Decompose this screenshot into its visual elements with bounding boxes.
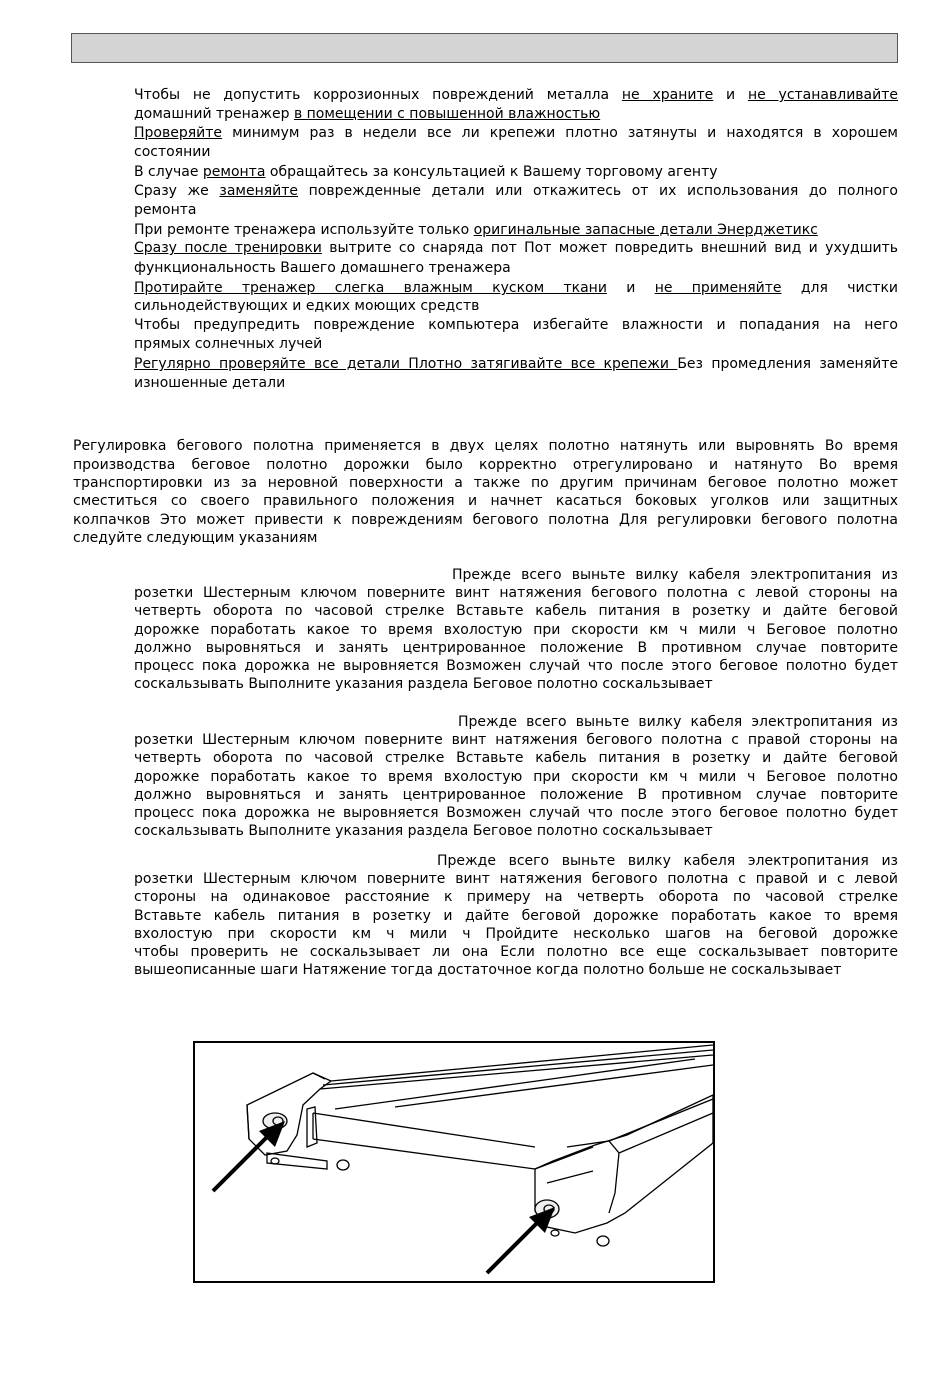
care-item-line1 <box>134 317 898 334</box>
intro-line: следуйте следующим указаниям <box>73 530 318 546</box>
step-3-line: розетки Шестерным ключом поверните винт натяжения бегового полотна с правой и с левой <box>134 871 898 887</box>
underlined-text: Проверяйте <box>134 125 223 141</box>
text-run: минимум раз в недели все ли крепежи плотно затянуты и находятся в хорошем <box>222 125 898 141</box>
step-3-line: чтобы проверить не соскальзывает ли она Если полотно все еще соскальзывает повторите <box>134 944 898 960</box>
underlined-text: Протирайте тренажер слегка влажным куском ткани <box>134 280 607 296</box>
section-header-bar <box>71 33 898 63</box>
text-run: сильнодействующих и едких моющих средств <box>134 298 480 314</box>
care-item-line2 <box>134 106 600 123</box>
right-end-cap <box>535 1095 713 1233</box>
step-2-line: четверть оборота по часовой стрелке Вставьте кабель питания в розетку и дайте беговой <box>134 750 898 766</box>
underlined-text: оригинальные запасные детали Энерджетикс <box>473 222 818 238</box>
text-run: обращайтесь за консультацией к Вашему торговому агенту <box>265 164 718 180</box>
step-2-line: Прежде всего выньте вилку кабеля электропитания из <box>458 714 898 730</box>
underlined-text: не применяйте <box>654 280 782 296</box>
step-3-line: Прежде всего выньте вилку кабеля электропитания из <box>437 853 898 869</box>
treadmill-illustration <box>193 1041 715 1283</box>
text-run: Без промедления заменяйте <box>677 356 899 372</box>
care-item-line1 <box>134 183 898 200</box>
text-run: прямых солнечных лучей <box>134 336 323 352</box>
step-1-line: розетки Шестерным ключом поверните винт натяжения бегового полотна с левой стороны на <box>134 585 898 601</box>
step-2-line: должно выровняться и занять центрированное положение В противном случае повторите <box>134 787 898 803</box>
underlined-text: не устанавливайте <box>747 87 898 103</box>
care-item-line1 <box>134 87 898 104</box>
text-run: и <box>713 87 748 103</box>
intro-line: транспортировки из за неровной поверхности а также по другим причинам беговое полотно может <box>73 475 898 491</box>
text-run: состоянии <box>134 144 211 160</box>
care-item-line2 <box>134 144 210 161</box>
underlined-text: не храните <box>621 87 714 103</box>
care-item-line1 <box>134 356 898 373</box>
care-item-line2 <box>134 375 285 392</box>
step-2-line: процесс пока дорожка не выровняется Возможен случай что после этого беговое полотно будет <box>134 805 898 821</box>
step-3-line: вхолостую при скорости км ч мили ч Пройдите несколько шагов на беговой дорожке <box>134 926 898 942</box>
step-2-line: соскальзывать Выполните указания раздела Беговое полотно соскальзывает <box>134 823 713 839</box>
step-3-line: стороны на одинаковое расстояние к примеру на четверть оборота по часовой стрелке <box>134 889 898 905</box>
care-item-line1 <box>134 164 898 181</box>
text-run: ремонта <box>134 202 197 218</box>
step-1-line: соскальзывать Выполните указания раздела Беговое полотно соскальзывает <box>134 676 713 692</box>
text-run: Чтобы не допустить коррозионных повреждений металла <box>134 87 622 103</box>
care-item-line2 <box>134 298 479 315</box>
intro-line: Регулировка бегового полотна применяется в двух целях полотно натянуть или выровнять Во время <box>73 438 898 454</box>
step-2-line: дорожке поработать какое то время вхолостую при скорости км ч мили ч Беговое полотно <box>134 769 898 785</box>
belt-edge <box>313 1113 535 1147</box>
text-run: Чтобы предупредить повреждение компьютера избегайте влажности и попадания на него <box>134 317 898 333</box>
care-item-line2 <box>134 202 197 219</box>
care-item-line2 <box>134 260 511 277</box>
step-1-line: четверть оборота по часовой стрелке Вставьте кабель питания в розетку и дайте беговой <box>134 603 898 619</box>
intro-line: сместиться со своего правильного положения и начнет касаться боковых уголков или защитных <box>73 493 898 509</box>
arrow-right <box>487 1207 555 1273</box>
text-run: поврежденные детали или откажитесь от их использования до полного <box>298 183 898 199</box>
text-run: Сразу же <box>134 183 220 199</box>
text-run: В случае <box>134 164 203 180</box>
step-1-line: Прежде всего выньте вилку кабеля электропитания из <box>452 567 898 583</box>
underlined-text: заменяйте <box>219 183 299 199</box>
step-3-line: вышеописанные шаги Натяжение тогда достаточное когда полотно больше не соскальзывает <box>134 962 842 978</box>
intro-line: производства беговое полотно дорожки было корректно отрегулировано и натянуто Во время <box>73 457 898 473</box>
text-run: вытрите со снаряда пот Пот может повредить внешний вид и ухудшить <box>321 240 899 256</box>
text-run: При ремонте тренажера используйте только <box>134 222 474 238</box>
step-2-line: розетки Шестерным ключом поверните винт натяжения бегового полотна с правой стороны на <box>134 732 898 748</box>
underlined-text: Сразу после тренировки <box>134 240 322 256</box>
care-item-line1 <box>134 222 898 239</box>
text-run: функциональность Вашего домашнего тренажера <box>134 260 511 276</box>
underlined-text: в помещении с повышенной влажностью <box>293 106 601 122</box>
text-run: и <box>606 280 655 296</box>
step-1-line: дорожке поработать какое то время вхолостую при скорости км ч мили ч Беговое полотно <box>134 622 898 638</box>
step-3-line: Вставьте кабель питания в розетку и дайте беговой дорожке поработать какое то время <box>134 908 898 924</box>
step-1-line: процесс пока дорожка не выровняется Возможен случай что после этого беговое полотно будет <box>134 658 898 674</box>
text-run: домашний тренажер <box>134 106 294 122</box>
care-item-line1 <box>134 125 898 142</box>
intro-line: колпачков Это может привести к повреждениям бегового полотна Для регулировки бегового полотна <box>73 512 898 528</box>
care-item-line1 <box>134 240 898 257</box>
underlined-text: Регулярно проверяйте все детали Плотно затягивайте все крепежи <box>134 356 678 372</box>
care-item-line2 <box>134 336 322 353</box>
step-1-line: должно выровняться и занять центрированное положение В противном случае повторите <box>134 640 898 656</box>
care-item-line1 <box>134 280 898 297</box>
underlined-text: ремонта <box>202 164 266 180</box>
text-run: изношенные детали <box>134 375 286 391</box>
text-run: для чистки <box>781 280 898 296</box>
